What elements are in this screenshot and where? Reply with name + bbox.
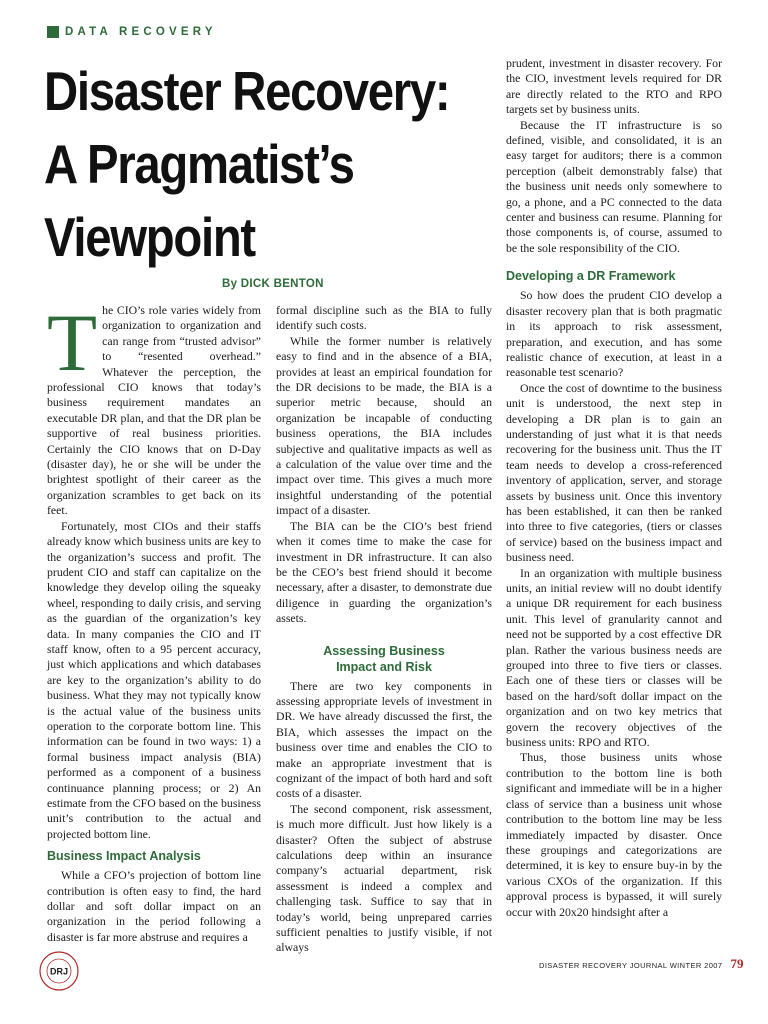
paragraph: formal discipline such as the BIA to fully identify such costs.: [276, 303, 492, 333]
column-1: [47, 297, 261, 945]
paragraph: prudent, investment in disaster recovery. For the CIO, investment levels required for DR are directly related to the RTO and RPO targets set by business units.: [506, 56, 722, 117]
drj-logo-icon: [38, 950, 80, 992]
paragraph-text: he CIO’s role varies widely from organization to organization and can range from “trusted advisor” to “resented overhead.” Whatever the perception, the professional CIO knows that today’s business requirement mandates an executable DR plan, and that the DR plan be supportive of real business priorities. Certainly the CIO knows that on D-Day (disaster day), he or she will be under the brightest spotlight of their career as the organization scrambles to get back on its feet.: [47, 303, 261, 518]
section-square-icon: [47, 26, 59, 38]
paragraph: So how does the prudent CIO develop a disaster recovery plan that is both pragmatic in its approach to risk assessment, preparation, and execution, and has some realistic chance of execution, at least in a reasonable test scenario?: [506, 288, 722, 380]
subheading: Developing a DR Framework: [506, 269, 676, 284]
subheading-line-2: Impact and Risk: [336, 659, 432, 674]
subheading-line-1: Assessing Business: [323, 643, 445, 658]
column-3: [506, 56, 722, 920]
paragraph: Because the IT infrastructure is so defined, visible, and consolidated, it is an easy target for auditors; there is a common perception (albeit demonstrably false) that the business unit needs only somewhere to go, a phone, and a PC connected to the data center and business can resume. Planning for those components is, of course, assumed to be the sole responsibility of the CIO.: [506, 117, 722, 255]
page-number: 79: [730, 956, 744, 971]
paragraph: Once the cost of downtime to the business unit is understood, the next step in developing a DR plan is to gain an understanding of just what it is that needs recovering for the business unit. Thus the IT team needs to develop a cross-referenced inventory of application, server, and storage assets by business unit. Once this inventory has been established, it can then be ranked into three to five categories, (tiers or classes of service) based on the business impact and business need.: [506, 380, 722, 565]
paragraph: Fortunately, most CIOs and their staffs already know which business units are key to the organization’s success and profit. The prudent CIO and staff can capitalize on the knowledge they develop oiling the squeaky wheel, responding to daily crisis, and serving as the guardian of the organization’s key data. In many companies the CIO and IT staff know, often to a 95 percent accuracy, just which applications and which databases are key to the organization’s ability to do business. What they may not typically know is the actual value of the business units operation to the corporate bottom line. This information can be found in two ways: 1) a formal business impact analysis (BIA) performed as a component of a business continuance planning process; or 2) An estimate from the CFO based on the business unit’s contribution to the actual and projected bottom line.: [47, 518, 261, 841]
byline: By DICK BENTON: [222, 278, 324, 290]
journal-name: DISASTER RECOVERY JOURNAL WINTER 2007: [539, 961, 723, 970]
paragraph: In an organization with multiple business units, an initial review will no doubt identify a unique DR requirement for each business unit. This level of granularity cannot and need not be supported by a cost effective DR plan. Rather the various business needs are grouped into three to five tiers or classes. Each one of these tiers or classes will be based on the hard/soft dollar impact on the organization and on two key metrics that govern the recovery objectives of the business units: RPO and RTO.: [506, 565, 722, 750]
subheading: Business Impact Analysis: [47, 849, 201, 864]
title-line-2: A Pragmatist’s: [44, 133, 354, 195]
section-tag: [47, 26, 217, 38]
drop-cap: T: [47, 297, 98, 388]
subheading: [276, 643, 492, 675]
title-line-1: Disaster Recovery:: [44, 60, 450, 122]
column-2: [276, 303, 492, 956]
logo-text: DRJ: [49, 966, 69, 977]
page-footer: [539, 956, 743, 972]
paragraph: There are two key components in assessing appropriate levels of investment in DR. We have already discussed the first, the BIA, which assesses the impact on the business over time and enables the CIO to make an appropriate investment that is cognizant of the impact of both hard and soft costs of a disaster.: [276, 678, 492, 801]
paragraph: While a CFO’s projection of bottom line contribution is often easy to find, the hard dollar and soft dollar impact on an organization in the period following a disaster is far more abstruse and requires a: [47, 868, 261, 944]
paragraph: The BIA can be the CIO’s best friend when it comes time to make the case for investment in DR infrastructure. It can also be the CEO’s best friend should it become necessary, after a disaster, to demonstrate due diligence in guarding the organization’s assets.: [276, 518, 492, 626]
paragraph: The second component, risk assessment, is much more difficult. Just how likely is a disaster? Often the subject of abstruse calculations deep within an insurance company’s actuarial department, risk assessment is indeed a complex and challenging task. Suffice to say that in today’s world, being unprepared carries sufficient penalties to justify visible, if not always: [276, 801, 492, 955]
section-label: DATA RECOVERY: [65, 26, 217, 38]
paragraph: While the former number is relatively easy to find and in the absence of a BIA, provides at least an empirical foundation for the DR decisions to be made, the BIA is a superior metric because, should an organization be incapable of conducting business operations, the BIA includes subjective and qualitative impacts as well as a calculation of the value over time and the impact over time. This gives a much more insightful understanding of the potential impact of a disaster.: [276, 333, 492, 518]
paragraph: [47, 297, 261, 519]
title-line-3: Viewpoint: [44, 206, 255, 268]
article-title: [44, 55, 450, 274]
paragraph: Thus, those business units whose contribution to the bottom line is both significant and immediate will be in a higher class of service than a business unit whose contribution to the bottom line may be less immediately impacted by disaster. Once these groupings and categorizations are determined, it is key to ensure buy-in by the various CXOs of the organization. If this approval process is bypassed, it will surely occur with 20x20 hindsight after a: [506, 750, 722, 919]
